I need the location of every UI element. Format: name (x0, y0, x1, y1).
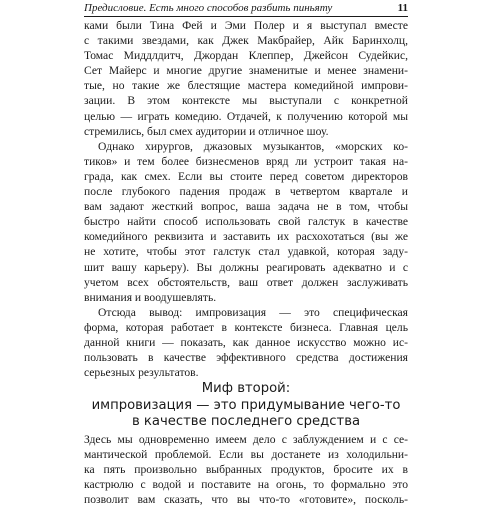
text-line: зации. В этом контексте мы выступали с конкретной (84, 94, 408, 108)
paragraph (84, 432, 408, 507)
text-line: позволит вам сказать, что вы что-то «готовите», посколь- (84, 493, 408, 507)
paragraph (84, 18, 408, 139)
running-header (84, 2, 408, 17)
text-line: мантической проблемой. Если вы достанете из холодильни- (84, 448, 408, 462)
text-line: стремились, был смех аудитории и отличное шоу. (84, 124, 329, 138)
text-line: целью — играть комедию. Отдачей, к получению которой мы (84, 109, 408, 123)
text-line: ками были Тина Фей и Эми Полер и я выступал вместе (84, 19, 408, 32)
text-line: Томас Миддлдитч, Джордан Клеппер, Джейсон Судейкис, (84, 49, 408, 63)
text-line: града, как смех. Если вы стоите перед советом директоров (84, 169, 408, 183)
text-line: быстро найти способ использовать свой галстук в качестве (84, 215, 408, 229)
body-text-top (84, 18, 408, 380)
text-line: серьезных результатов. (84, 366, 199, 380)
text-line: Однако хирургов, джазовых музыкантов, «морских ко- (98, 139, 408, 153)
text-line: внимания и воодушевлять. (84, 290, 217, 304)
heading-line: импровизация — это придумывание чего-то (91, 397, 401, 413)
text-line: кастрюлю с водой и поставите на огонь, то формально это (84, 478, 408, 492)
text-line: пользовать в качестве эффективного средства достижения (84, 351, 408, 365)
running-title: Предисловие. Есть много способов разбить пиньяту (84, 2, 333, 14)
text-line: комедийного реквизита и заставить их расхохотаться (вы же (84, 230, 408, 244)
paragraph (84, 139, 408, 305)
text-line: вам задают жесткий вопрос, ваша задача не в том, чтобы (84, 200, 408, 214)
text-line: данной книги — показать, как данное искусство можно ис- (84, 335, 408, 349)
heading-line: в качестве последнего средства (131, 414, 361, 429)
text-line: Отсюда вывод: импровизация — это специфическая (98, 305, 408, 319)
text-line: форма, которая работает в контексте бизнеса. Главная цель (84, 320, 408, 334)
text-line: Сет Майерс и многие другие знаменитые и менее знамени- (84, 64, 408, 78)
text-line: не хотите, чтобы этот галстук стал удавкой, которая заду- (84, 245, 408, 259)
text-line: ка пять произвольно выбранных продуктов, бросите их в (84, 463, 408, 477)
text-line: тиков» и тем более бизнесменов вряд ли устроит такая на- (84, 154, 408, 168)
page-number: 11 (397, 2, 408, 14)
paragraph (84, 305, 408, 380)
text-line: тые, но такие же блестящие мастера комедийной импрови- (84, 79, 408, 93)
text-line: учетом всех обстоятельств, ваш ответ должен заслуживать (84, 275, 408, 289)
text-line: шит вашу карьеру). Вы должны реагировать адекватно и с (84, 260, 408, 274)
section-heading (84, 381, 408, 431)
text-line: после глубокого падения продаж в четвертом квартале и (84, 185, 408, 199)
heading-line: Миф второй: (201, 381, 291, 396)
body-text-bottom (84, 432, 408, 507)
text-line: с такими звездами, как Джек Макбрайер, Айк Баринхолц, (84, 34, 408, 48)
text-line: Здесь мы одновременно имеем дело с заблуждением и с се- (84, 433, 408, 446)
